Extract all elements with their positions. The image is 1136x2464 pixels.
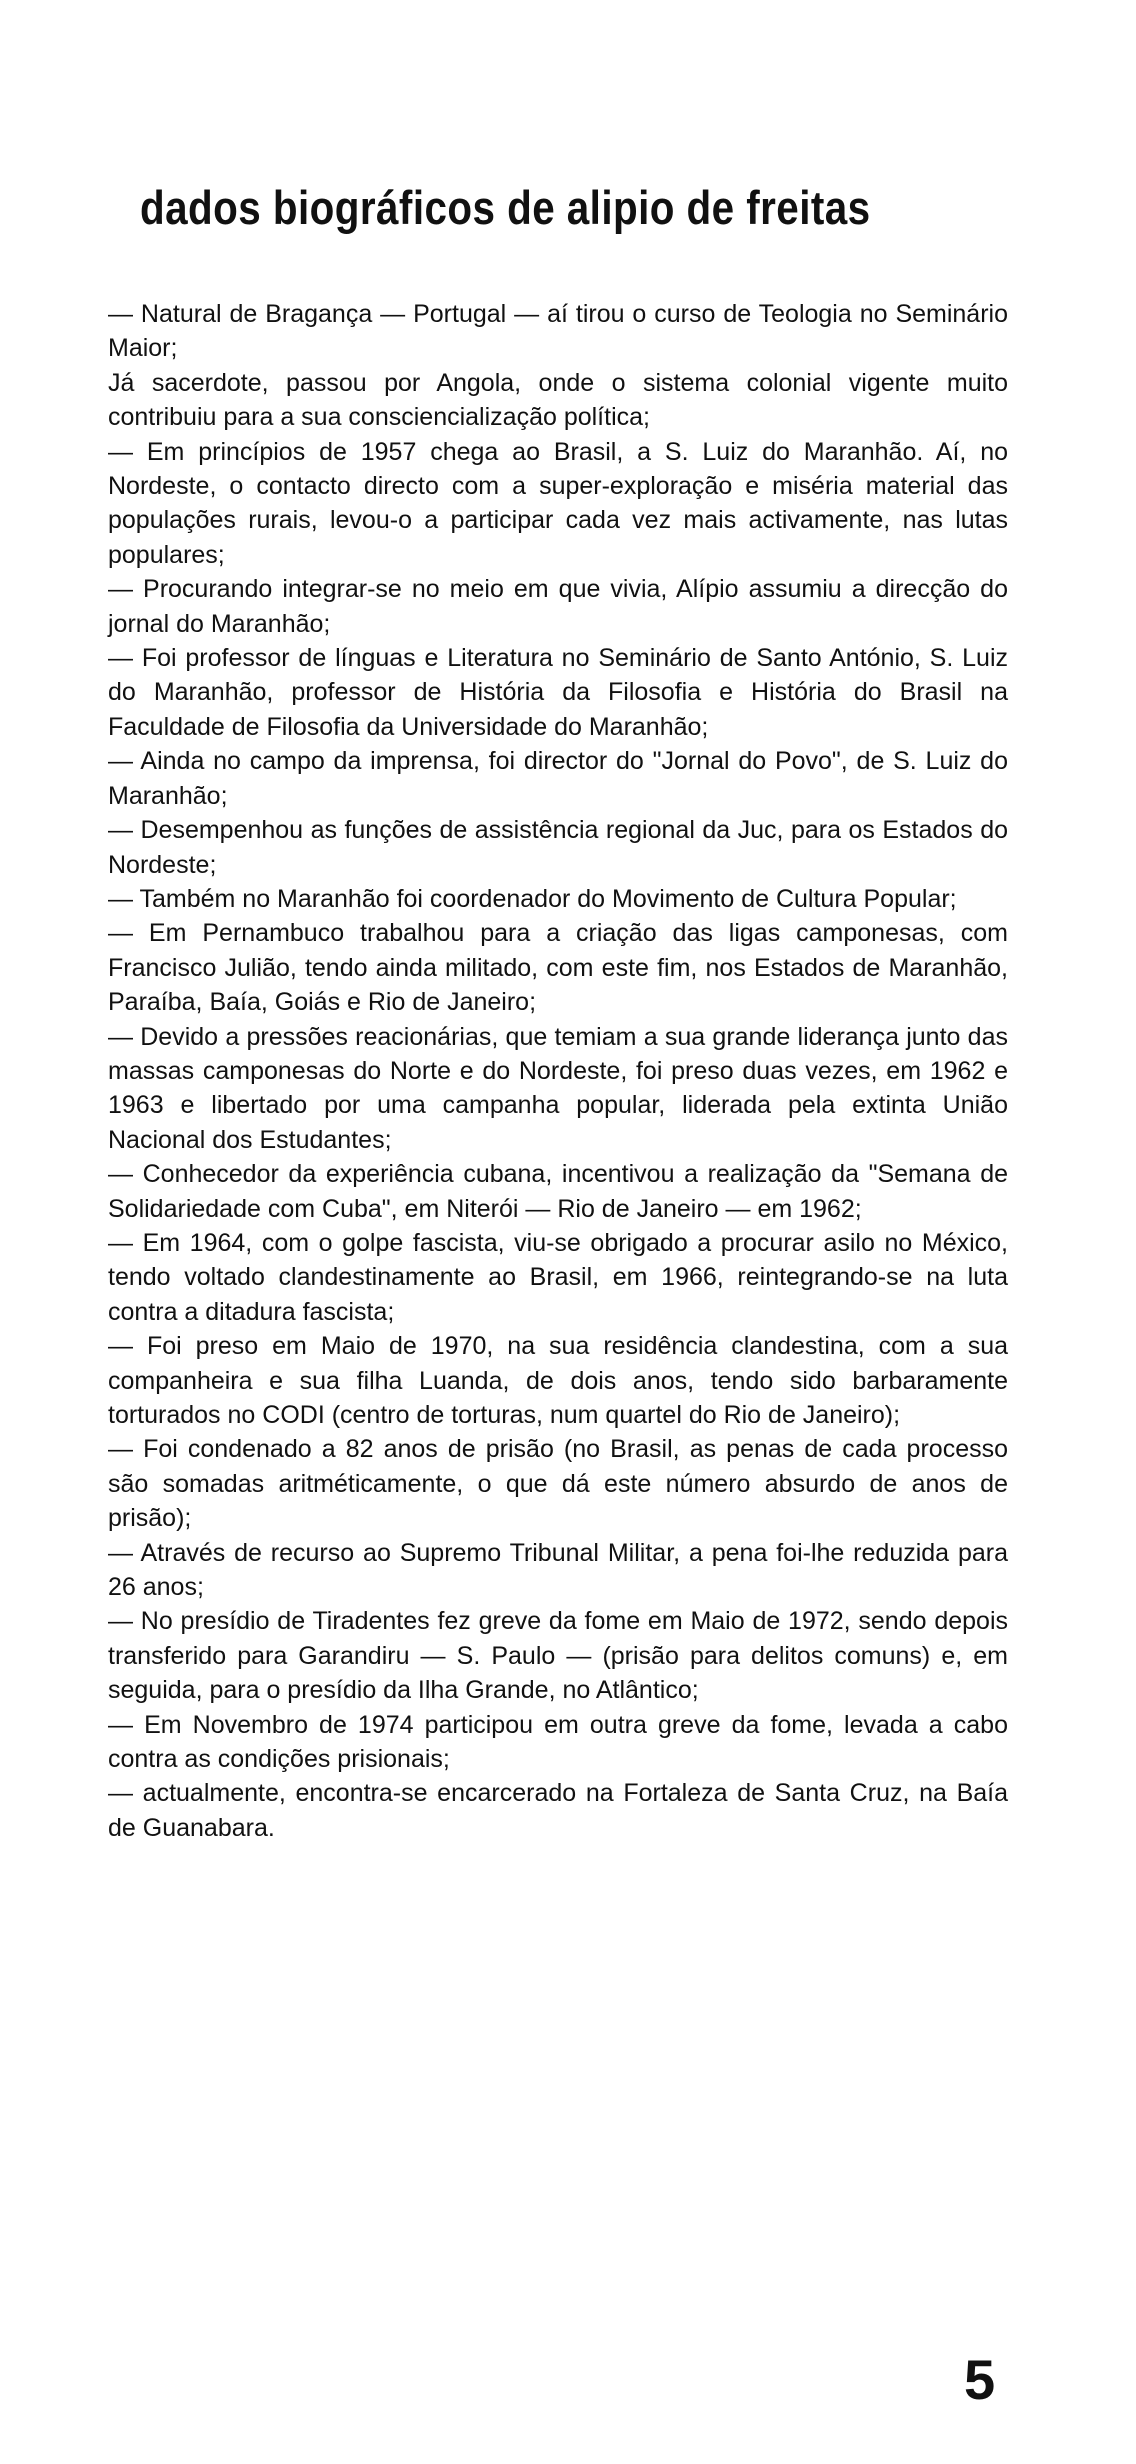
paragraph: — Conhecedor da experiência cubana, incentivou a realização da "Semana de Solidariedade com Cuba", em Niterói — Rio de Janeiro — em 1962; xyxy=(108,1160,1008,1223)
paragraph: — Em Novembro de 1974 participou em outra greve da fome, levada a cabo contra as condições prisionais; xyxy=(108,1710,1008,1774)
paragraph: — No presídio de Tiradentes fez greve da fome em Maio de 1972, sendo depois transferido para Garandiru — S. Paulo — (prisão para delitos comuns) e, em seguida, para o presídio da Ilha Grande, no Atlântico; xyxy=(108,1607,1008,1705)
paragraph: — Ainda no campo da imprensa, foi director do "Jornal do Povo", de S. Luiz do Maranhão; xyxy=(108,747,1008,810)
paragraph: — actualmente, encontra-se encarcerado na Fortaleza de Santa Cruz, na Baía de Guanabara. xyxy=(108,1779,1008,1842)
paragraph: — Em princípios de 1957 chega ao Brasil, a S. Luiz do Maranhão. Aí, no Nordeste, o contacto directo com a super-exploração e miséria material das populações rurais, levou-o a participar cada vez mais activamente, nas lutas populares; xyxy=(108,437,1008,569)
paragraph: — Foi preso em Maio de 1970, na sua residência clandestina, com a sua companheira e sua filha Luanda, de dois anos, tendo sido barbaramente torturados no CODI (centro de torturas, num quartel do Rio de Janeiro); xyxy=(108,1332,1008,1429)
paragraph: — Em 1964, com o golpe fascista, viu-se obrigado a procurar asilo no México, tendo voltado clandestinamente ao Brasil, em 1966, reintegrando-se na luta contra a ditadura fascista; xyxy=(108,1228,1008,1326)
paragraph: — Em Pernambuco trabalhou para a criação das ligas camponesas, com Francisco Julião, tendo ainda militado, com este fim, nos Estados de Maranhão, Paraíba, Baía, Goiás e Rio de Janeiro; xyxy=(108,919,1008,1017)
page-number: 5 xyxy=(964,2348,996,2411)
paragraph: — Desempenhou as funções de assistência regional da Juc, para os Estados do Nordeste; xyxy=(108,816,1008,879)
paragraph: Já sacerdote, passou por Angola, onde o sistema colonial vigente muito contribuiu para a sua consciencialização política; xyxy=(108,368,1008,432)
paragraph: — Também no Maranhão foi coordenador do Movimento de Cultura Popular; xyxy=(108,884,957,913)
paragraph: — Procurando integrar-se no meio em que vivia, Alípio assumiu a direcção do jornal do Maranhão; xyxy=(108,575,1008,638)
paragraph: — Foi professor de línguas e Literatura no Seminário de Santo António, S. Luiz do Maranhão, professor de História da Filosofia e História do Brasil na Faculdade de Filosofia da Universidade do Maranhão; xyxy=(108,644,1008,741)
paragraph: — Devido a pressões reacionárias, que temiam a sua grande liderança junto das massas camponesas do Norte e do Nordeste, foi preso duas vezes, em 1962 e 1963 e libertado por uma campanha popular, liderada pela extinta União Nacional dos Estudantes; xyxy=(108,1022,1008,1154)
paragraph: — Através de recurso ao Supremo Tribunal Militar, a pena foi-lhe reduzida para 26 anos; xyxy=(108,1538,1008,1602)
paragraph: — Foi condenado a 82 anos de prisão (no Brasil, as penas de cada processo são somadas aritméticamente, o que dá este número absurdo de anos de prisão); xyxy=(108,1435,1008,1533)
biography-text xyxy=(108,297,1008,1845)
page-title: dados biográficos de alipio de freitas xyxy=(140,181,871,234)
paragraph: — Natural de Bragança — Portugal — aí tirou o curso de Teologia no Seminário Maior; xyxy=(108,300,1008,363)
